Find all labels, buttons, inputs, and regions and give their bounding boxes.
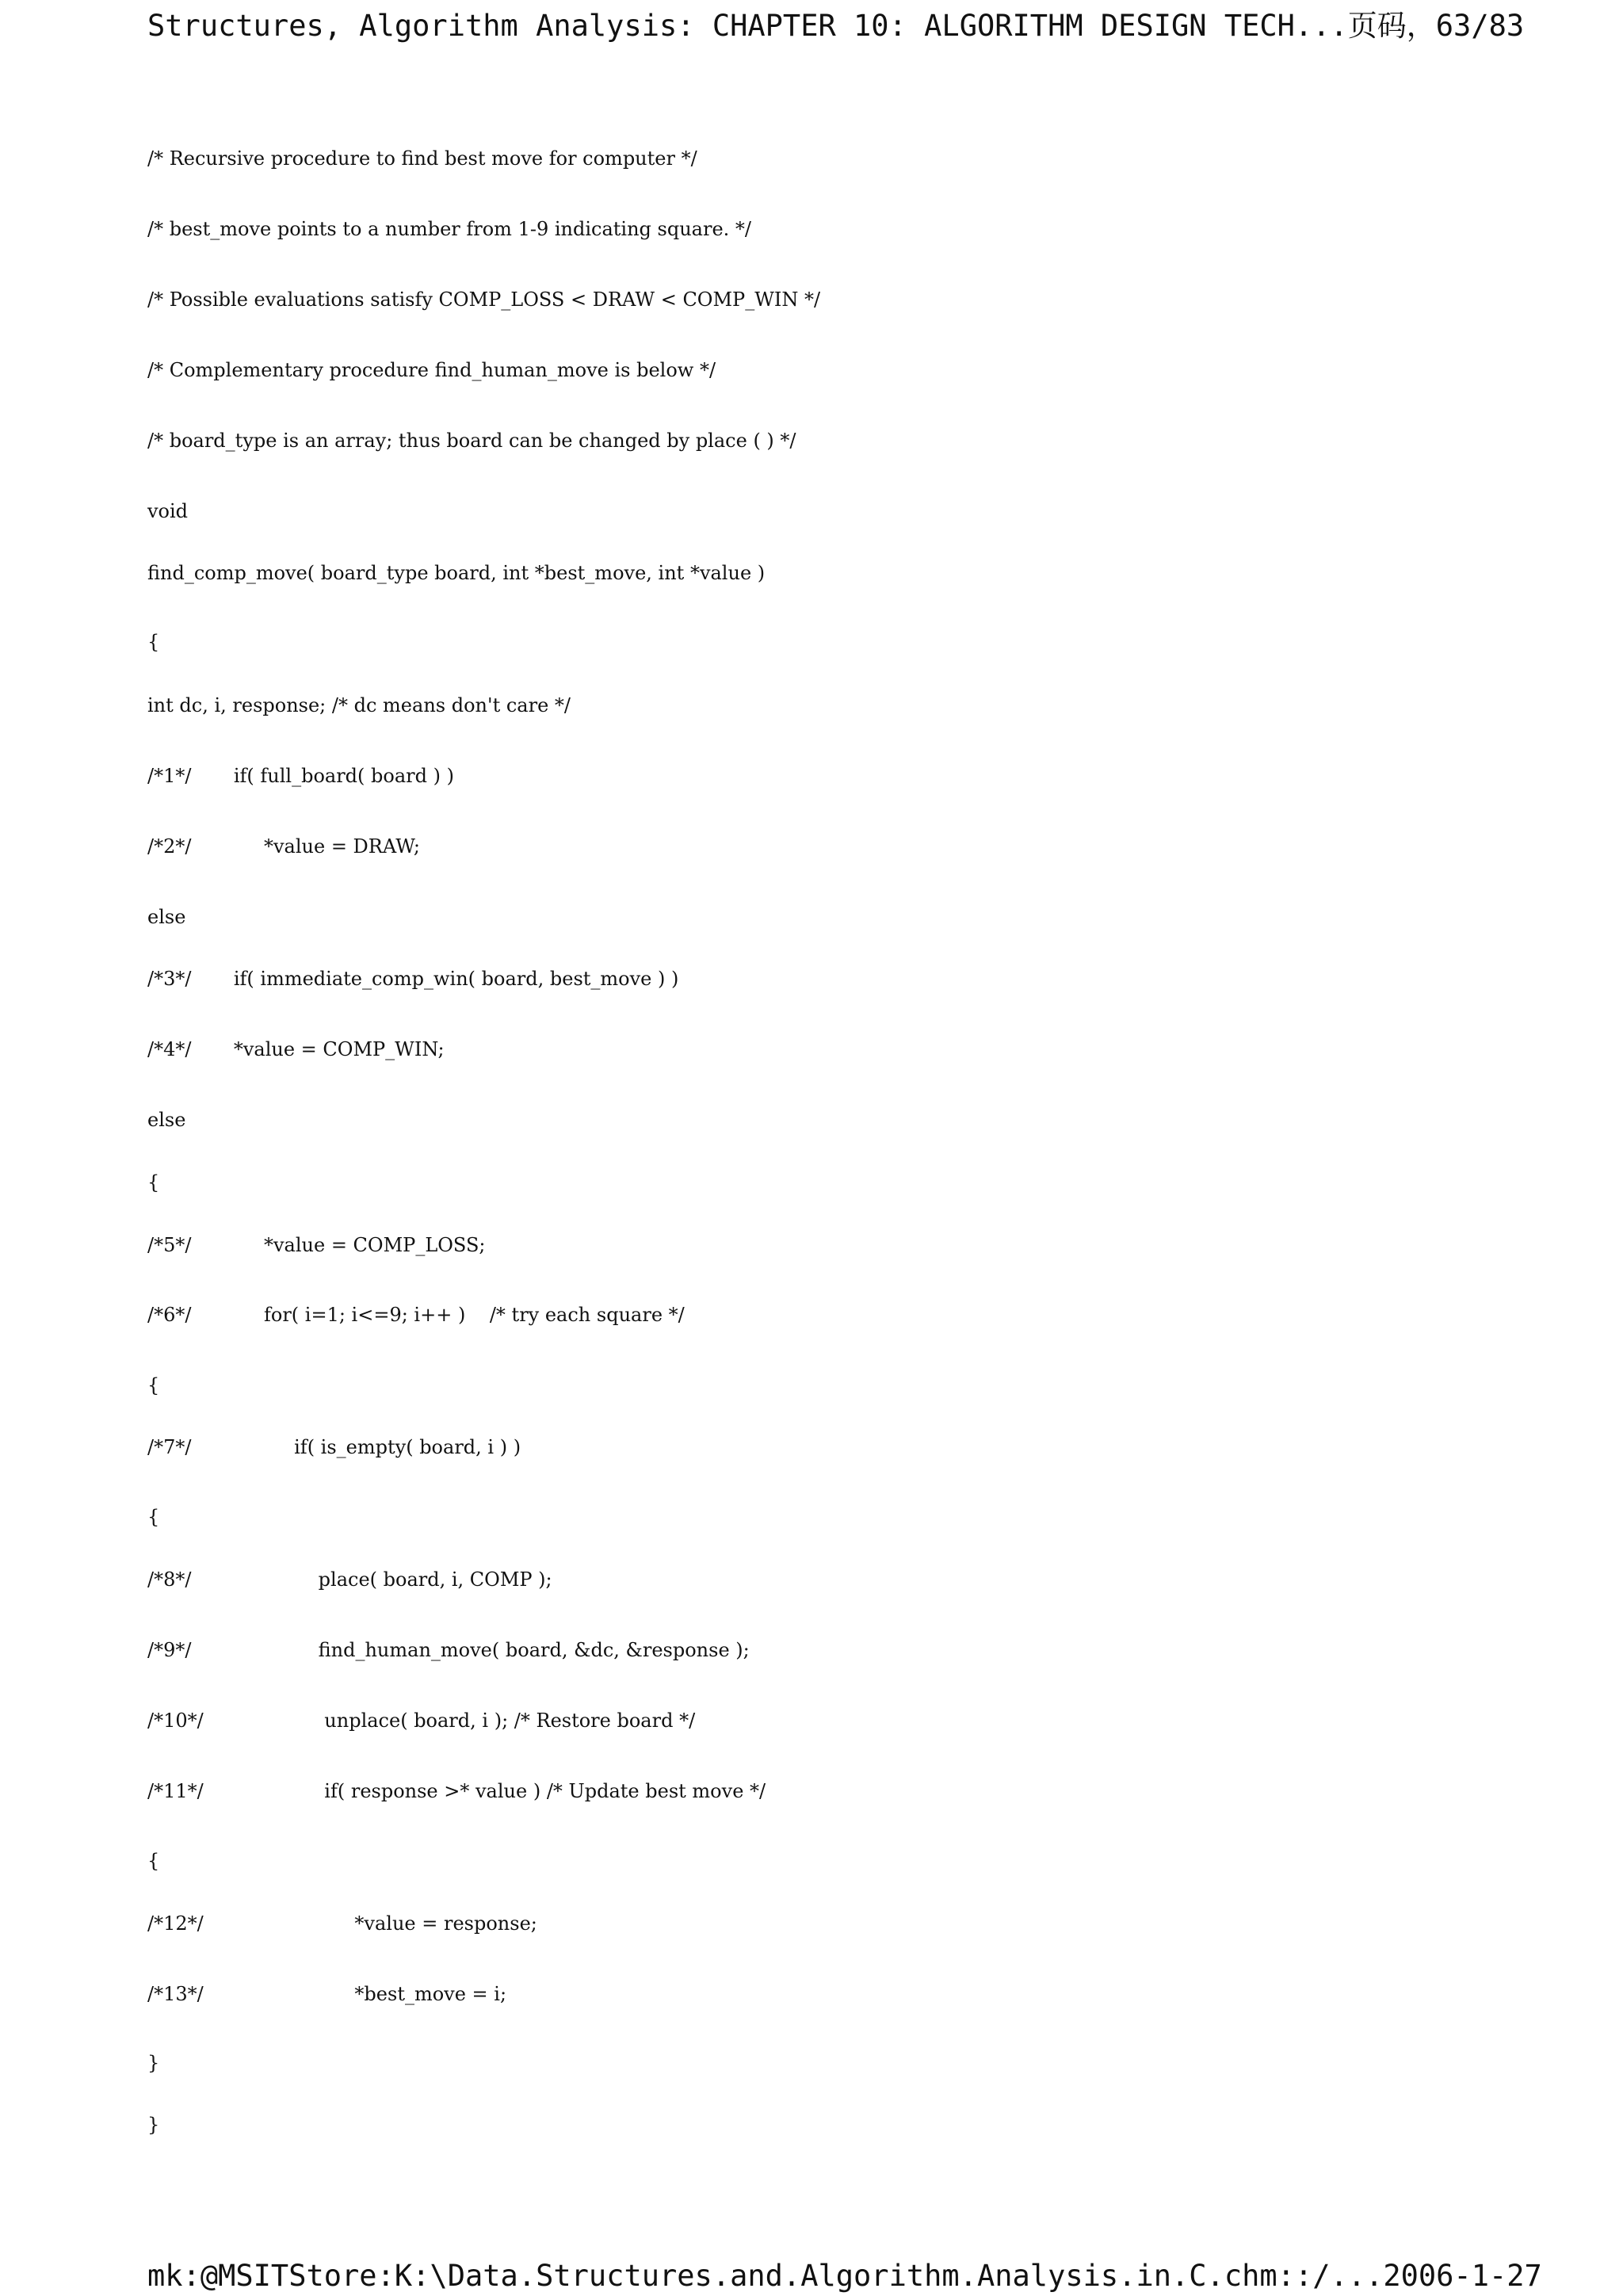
code-line: /* Complementary procedure find_human_move is below */ <box>147 359 716 381</box>
code-line: { <box>147 1374 160 1396</box>
code-line: { <box>147 1506 160 1528</box>
code-line: else <box>147 906 186 928</box>
code-line: } <box>147 2052 160 2074</box>
code-line: /*1*/ if( full_board( board ) ) <box>147 765 454 787</box>
code-line: /*11*/ if( response >* value ) /* Update best move */ <box>147 1780 766 1802</box>
code-line: find_comp_move( board_type board, int *best_move, int *value ) <box>147 562 766 584</box>
code-line: /*4*/ *value = COMP_WIN; <box>147 1038 445 1060</box>
code-line: { <box>147 1850 160 1872</box>
code-line: /*7*/ if( is_empty( board, i ) ) <box>147 1436 521 1458</box>
code-line: /*10*/ unplace( board, i ); /* Restore board */ <box>147 1710 696 1732</box>
code-line: /*13*/ *best_move = i; <box>147 1983 507 2005</box>
code-line: /* best_move points to a number from 1-9 indicating square. */ <box>147 218 751 240</box>
code-line: /*9*/ find_human_move( board, &dc, &response ); <box>147 1639 750 1661</box>
code-line: /* Recursive procedure to find best move for computer */ <box>147 147 697 170</box>
footer-source-path: mk:@MSITStore:K:\Data.Structures.and.Algorithm.Analysis.in.C.chm::/... <box>147 2259 1384 2293</box>
code-line: void <box>147 500 189 522</box>
page-footer <box>147 2259 1542 2293</box>
code-line: /*6*/ for( i=1; i<=9; i++ ) /* try each square */ <box>147 1304 685 1326</box>
code-line: { <box>147 631 160 653</box>
code-line: /*8*/ place( board, i, COMP ); <box>147 1568 552 1591</box>
code-line: /*3*/ if( immediate_comp_win( board, best_move ) ) <box>147 968 679 990</box>
code-line: /*12*/ *value = response; <box>147 1912 537 1935</box>
footer-date: 2006-1-27 <box>1383 2259 1542 2293</box>
code-line: /* Possible evaluations satisfy COMP_LOSS < DRAW < COMP_WIN */ <box>147 288 821 311</box>
code-line: /* board_type is an array; thus board can be changed by place ( ) */ <box>147 430 796 452</box>
code-line: } <box>147 2114 160 2136</box>
code-line: /*5*/ *value = COMP_LOSS; <box>147 1234 486 1256</box>
code-line: /*2*/ *value = DRAW; <box>147 835 420 858</box>
code-line: int dc, i, response; /* dc means don't care */ <box>147 694 571 716</box>
header-title: Structures, Algorithm Analysis: CHAPTER 10: ALGORITHM DESIGN TECH... <box>147 9 1348 43</box>
code-line: else <box>147 1109 186 1131</box>
code-line: { <box>147 1171 160 1194</box>
code-listing <box>147 0 1479 2136</box>
header-page-number: 页码，63/83 <box>1347 9 1525 43</box>
